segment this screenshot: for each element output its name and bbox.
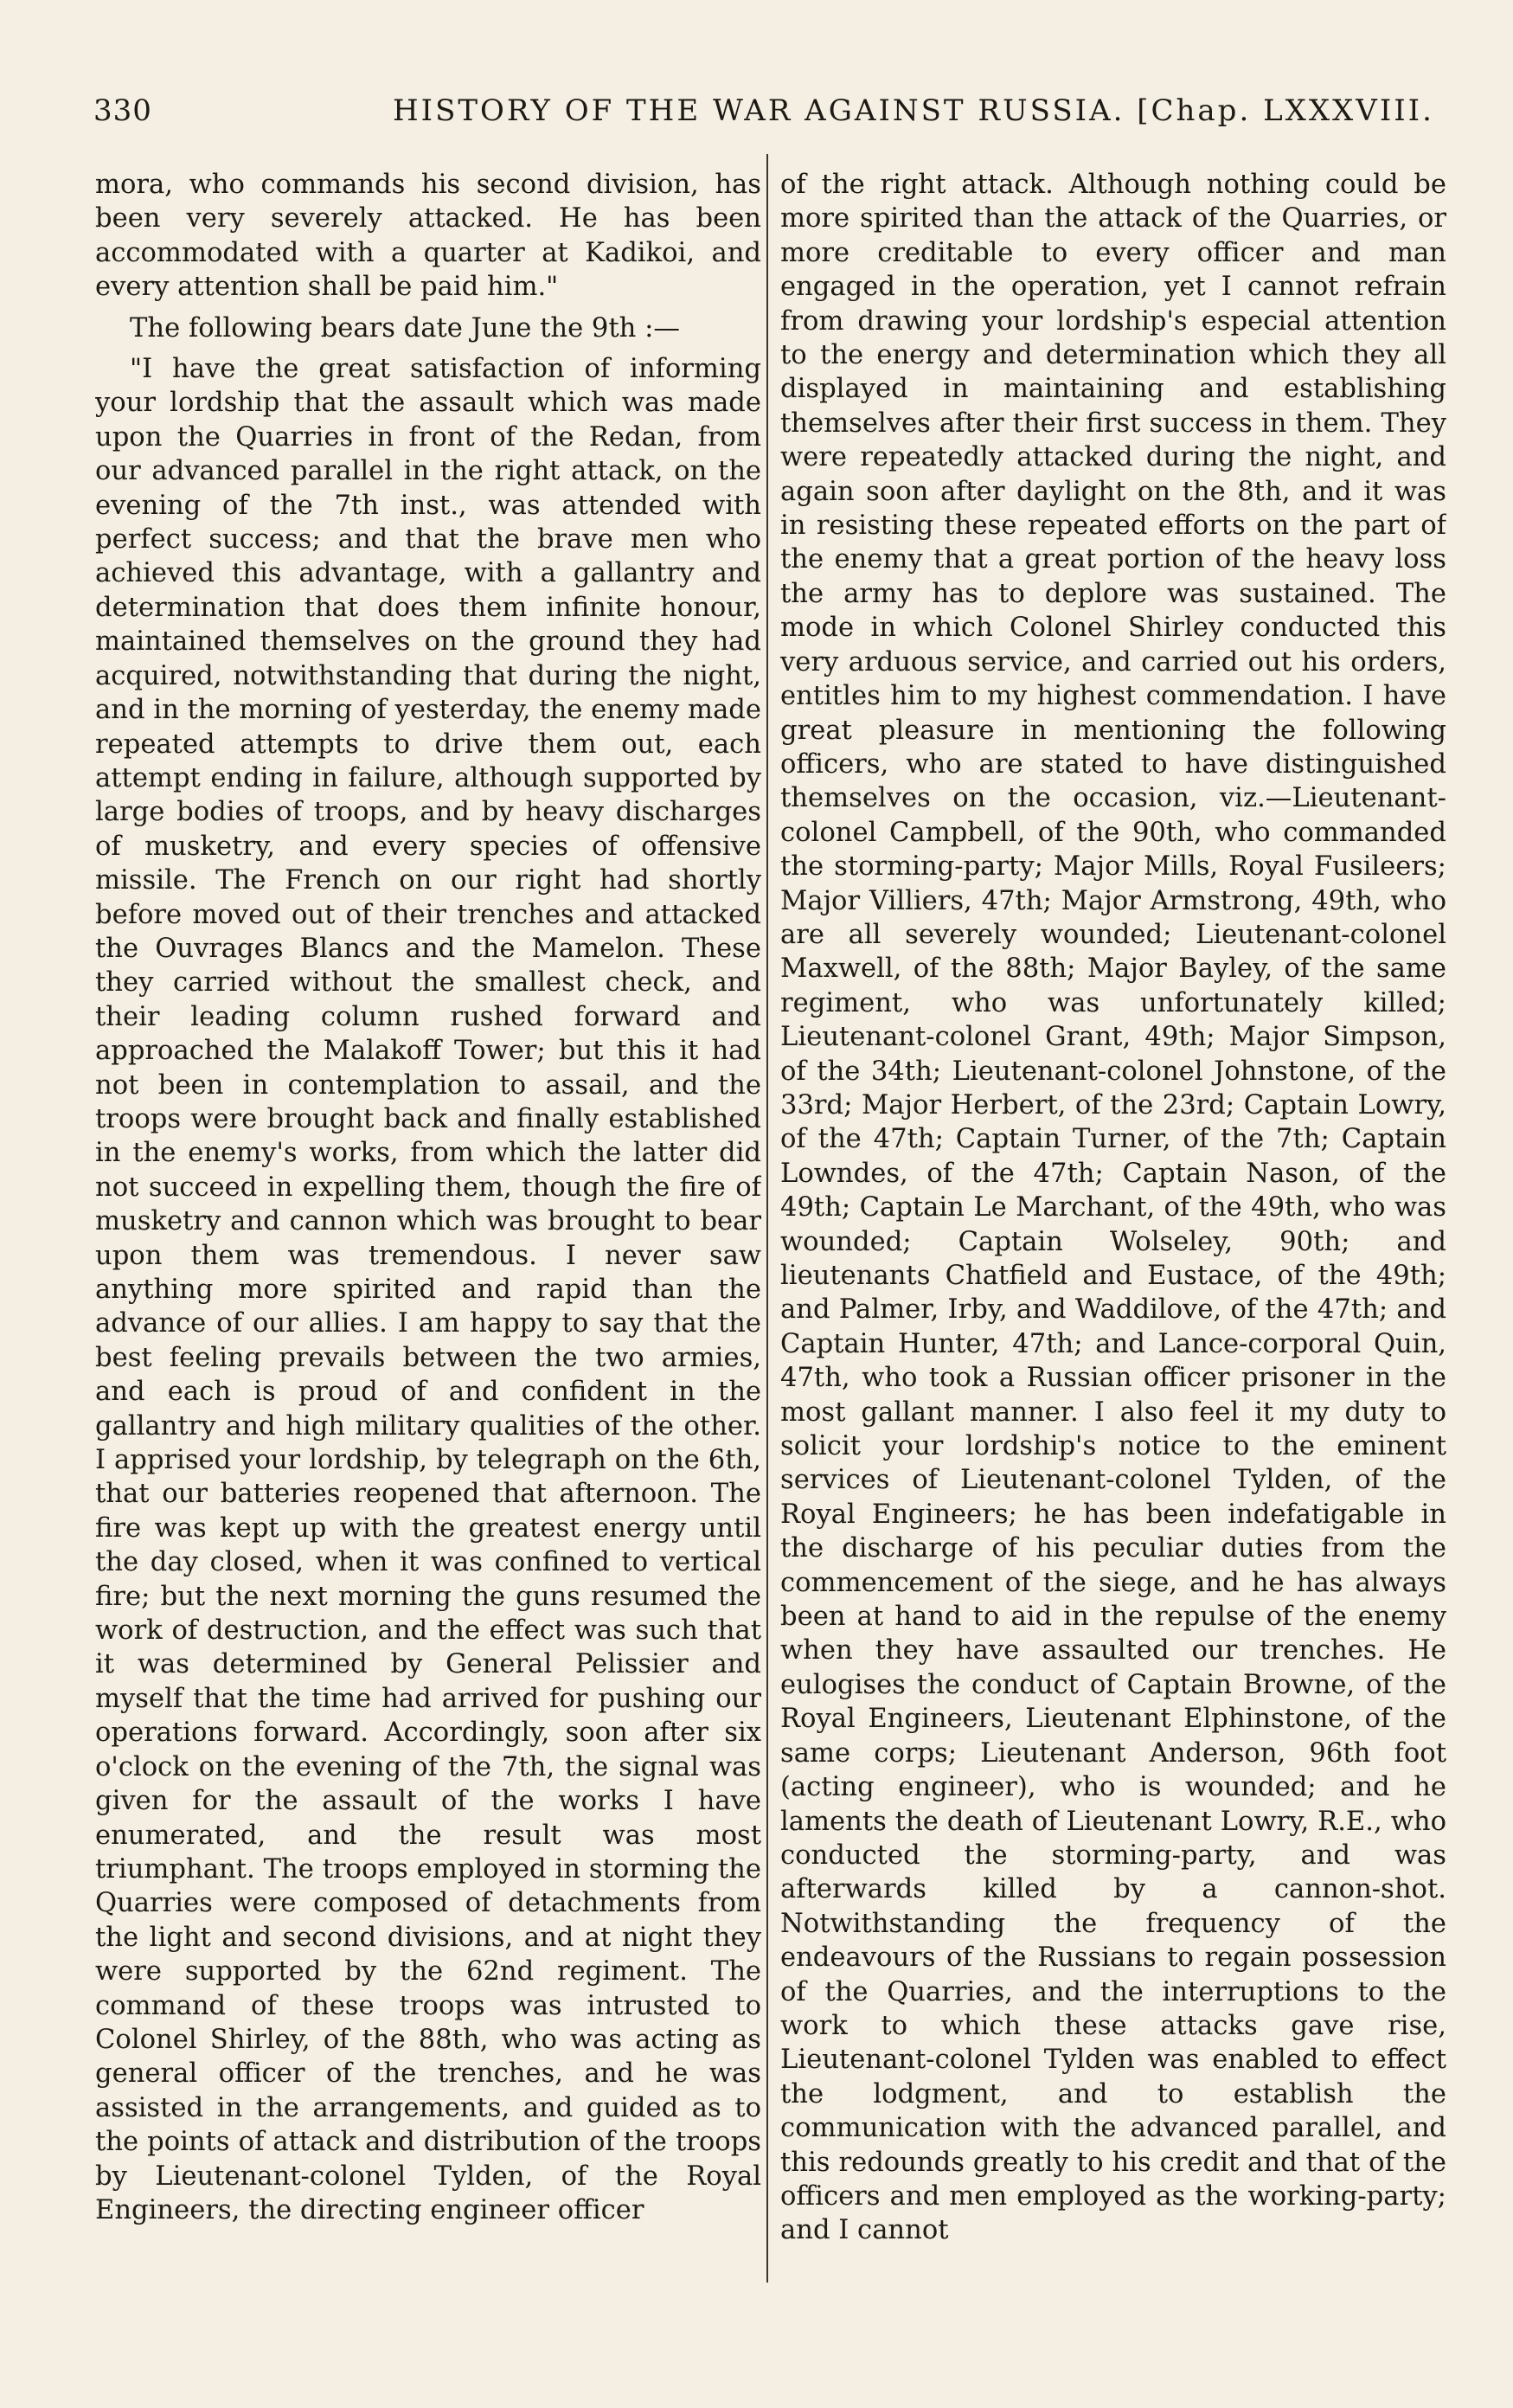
paragraph: of the right attack. Although nothing could be more spirited than the attack of the Quarries, or more creditable to every officer and man engaged in the operation, yet I cannot refrain from drawing your lordship's especial attention to the energy and determination which they all displayed in maintaining and establishing themselves after their first success in them. They were repeatedly attacked during the night, and again soon after daylight on the 8th, and it was in resisting these repeated efforts on the part of the enemy that a great portion of the heavy loss the army has to deplore was sustained. The mode in which Colonel Shirley conducted this very arduous service, and carried out his orders, entitles him to my highest commendation. I have great pleasure in mentioning the following officers, who are stated to have distinguished themselves on the occasion, viz.—Lieutenant-colonel Campbell, of the 90th, who commanded the storming-party; Major Mills, Royal Fusileers; Major Villiers, 47th; Major Armstrong, 49th, who are all severely wounded; Lieutenant-colonel Maxwell, of the 88th; Major Bayley, of the same regiment, who was unfortunately killed; Lieutenant-colonel Grant, 49th; Major Simpson, of the 34th; Lieutenant-colonel Johnstone, of the 33rd; Major Herbert, of the 23rd; Captain Lowry, of the 47th; Captain Turner, of the 7th; Captain Lowndes, of the 47th; Captain Nason, of the 49th; Captain Le Marchant, of the 49th, who was wounded; Captain Wolseley, 90th; and lieutenants Chatfield and Eustace, of the 49th; and Palmer, Irby, and Waddilove, of the 47th; and Captain Hunter, 47th; and Lance-corporal Quin, 47th, who took a Russian officer prisoner in the most gallant manner. I also feel it my duty to solicit your lordship's notice to the eminent services of Lieutenant-colonel Tylden, of the Royal Engineers; he has been indefatigable in the discharge of his peculiar duties from the commencement of the siege, and he has always been at hand to aid in the repulse of the enemy when they have assaulted our trenches. He eulogises the conduct of Captain Browne, of the Royal Engineers, Lieutenant Elphinstone, of the same corps; Lieutenant Anderson, 96th foot (acting engineer), who is wounded; and he laments the death of Lieutenant Lowry, R.E., who conducted the storming-party, and was afterwards killed by a cannon-shot. Notwithstanding the frequency of the endeavours of the Russians to regain possession of the Quarries, and the interruptions to the work to which these attacks gave rise, Lieutenant-colonel Tylden was enabled to effect the lodgment, and to establish the communication with the advanced parallel, and this redounds greatly to his credit and that of the officers and men employed as the working-party; and I cannot xyxy=(780,170,1446,2246)
page-number: 330 xyxy=(93,93,152,128)
paragraph: The following bears date June the 9th :— xyxy=(130,312,681,344)
left-column xyxy=(95,168,761,2296)
paragraph: "I have the great satisfaction of informing your lordship that the assault which was made upon the Quarries in front of the Redan, from our advanced parallel in the right attack, on the evening of the 7th inst., was attended with perfect success; and that the brave men who achieved this advantage, with a gallantry and determination that does them infinite honour, maintained themselves on the ground they had acquired, notwithstanding that during the night, and in the morning of yesterday, the enemy made repeated attempts to drive them out, each attempt ending in failure, although supported by large bodies of troops, and by heavy discharges of musketry, and every species of offensive missile. The French on our right had shortly before moved out of their trenches and attacked the Ouvrages Blancs and the Mamelon. These they carried without the smallest check, and their leading column rushed forward and approached the Malakoff Tower; but this it had not been in contemplation to assail, and the troops were brought back and finally established in the enemy's works, from which the latter did not succeed in expelling them, though the fire of musketry and cannon which was brought to bear upon them was tremendous. I never saw anything more spirited and rapid than the advance of our allies. I am happy to say that the best feeling prevails between the two armies, and each is proud of and confident in the gallantry and high military qualities of the other. I apprised your lordship, by telegraph on the 6th, that our batteries reopened that afternoon. The fire was kept up with the greatest energy until the day closed, when it was confined to vertical fire; but the next morning the guns resumed the work of destruction, and the effect was such that it was determined by General Pelissier and myself that the time had arrived for pushing our operations forward. Accordingly, soon after six o'clock on the evening of the 7th, the signal was given for the assault of the works I have enumerated, and the result was most triumphant. The troops employed in storming the Quarries were composed of detachments from the light and second divisions, and at night they were supported by the 62nd regiment. The command of these troops was intrusted to Colonel Shirley, of the 88th, who was acting as general officer of the trenches, and he was assisted in the arrangements, and guided as to the points of attack and distribution of the troops by Lieutenant-colonel Tylden, of the Royal Engineers, the directing engineer officer xyxy=(95,354,761,2225)
right-column xyxy=(780,168,1446,2296)
running-title: HISTORY OF THE WAR AGAINST RUSSIA. [Chap. LXXXVIII. xyxy=(393,93,1434,128)
column-divider xyxy=(766,154,768,2283)
page-header xyxy=(93,93,1445,137)
paragraph: mora, who commands his second division, has been very severely attacked. He has been accommodated with a quarter at Kadikoi, and every attention shall be paid him." xyxy=(95,170,761,303)
